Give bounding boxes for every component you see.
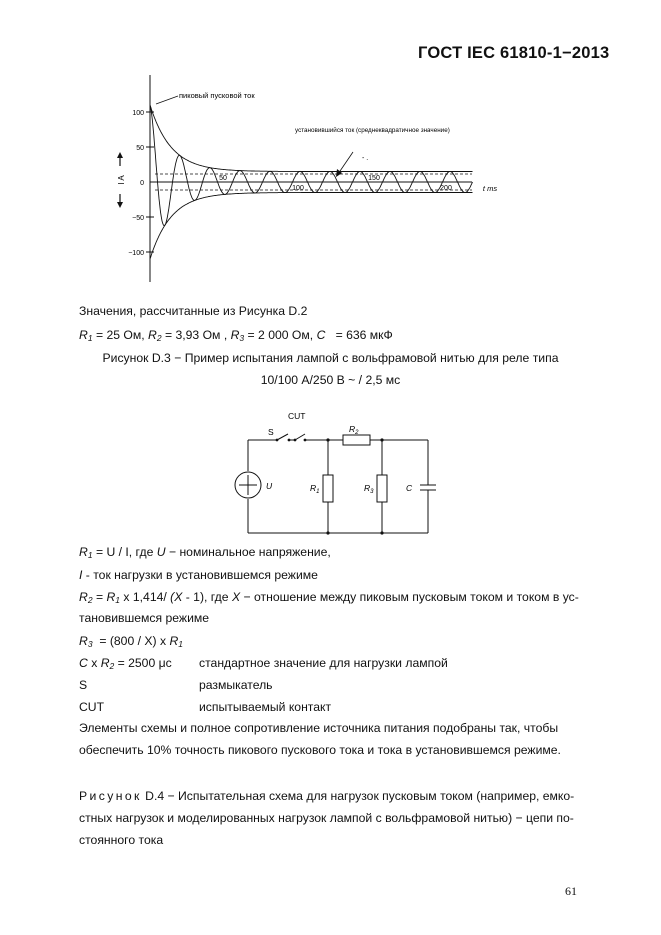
legend-desc-c-r2: стандартное значение для нагрузки лампой: [199, 656, 448, 670]
label-s: S: [268, 427, 274, 437]
legend-term-s: S: [79, 678, 88, 692]
legend-desc-s: размыкатель: [199, 678, 273, 692]
figure-d4-caption-line2: стных нагрузок и моделированных нагрузок лампой с вольфрамовой нитью) − цепи по-: [79, 811, 574, 825]
steady-leader-arrow: [336, 169, 342, 177]
y-tick-label-minus50: −50: [132, 215, 144, 222]
steady-leader: [338, 152, 353, 174]
note-line1: Элементы схемы и полное сопротивление источника питания подобраны так, чтобы: [79, 721, 559, 735]
definition-r1: R1 = U / I, где U − номинальное напряжение,: [79, 545, 331, 560]
standard-header: ГОСТ IEC 61810-1−2013: [418, 44, 610, 62]
peak-current-annotation: пиковый пусковой ток: [179, 91, 255, 100]
figure-d3-caption-line1: Рисунок D.3 − Пример испытания лампой с вольфрамовой нитью для реле типа: [102, 351, 559, 365]
lower-envelope: [150, 193, 473, 260]
y-tick-label-0: 0: [140, 180, 144, 187]
x-tick-label-100: 100: [292, 185, 304, 192]
y-tick-label-minus100: −100: [128, 250, 144, 257]
x-axis-label: t ms: [482, 184, 498, 193]
x-tick-label-200: 200: [440, 185, 452, 192]
x-tick-label-150: 150: [368, 175, 380, 182]
y-tick-label-100: 100: [132, 110, 144, 117]
legend-desc-cut: испытываемый контакт: [199, 700, 332, 714]
upper-envelope: [150, 105, 473, 172]
definition-r2: R2 = R1 x 1,414/ (X - 1), где X − отношение между пиковым пусковым током и током в ус-: [79, 590, 579, 605]
peak-leader: [156, 96, 178, 104]
steady-current-annotation: установившийся ток (среднеквадратичное значение): [295, 127, 450, 134]
cut-contact: [295, 434, 305, 440]
resistor-r3: [377, 475, 387, 502]
source-note: Значения, рассчитанные из Рисунка D.2: [79, 304, 308, 318]
label-u: U: [266, 481, 273, 491]
resistor-r1: [323, 475, 333, 502]
test-circuit-diagram: [225, 405, 445, 537]
y-axis-label: [117, 152, 126, 208]
figure-d4-caption-line1: Рисунок D.4 − Испытательная схема для нагрузок пусковым током (например, емко-: [79, 789, 575, 803]
definition-r2-continued: тановившемся режиме: [79, 611, 210, 625]
definition-i: I - ток нагрузки в установившемся режиме: [79, 568, 318, 582]
label-cut: CUT: [288, 411, 306, 421]
label-r2: $R_2$: [349, 424, 359, 436]
legend-term-cut: CUT: [79, 700, 105, 714]
steady-marker: - .: [362, 155, 369, 162]
svg-text:I A: I A: [117, 175, 126, 185]
label-r3: $R_3$: [364, 483, 374, 495]
parameters-line: R1 = 25 Ом, R2 = 3,93 Ом , R3 = 2 000 Ом, C = 636 мкФ: [79, 328, 393, 343]
label-r1: $R_1$: [310, 483, 320, 495]
y-tick-label-50: 50: [136, 145, 144, 152]
inrush-current-chart: [100, 70, 520, 290]
resistor-r2: [343, 435, 370, 445]
note-line2: обеспечить 10% точность пикового пускового тока и тока в установившемся режиме.: [79, 743, 561, 757]
legend-term-c-r2: C x R2 = 2500 μс: [79, 656, 172, 671]
definition-r3: R3 = (800 / X) x R1: [79, 634, 183, 649]
current-waveform: [150, 105, 473, 226]
figure-d3-caption-line2: 10/100 А/250 В ~ / 2,5 мс: [260, 373, 401, 387]
page-number: 61: [565, 884, 577, 898]
figure-d4-caption-line3: стоянного тока: [79, 833, 164, 847]
switch-s: [277, 434, 288, 440]
x-tick-label-50: 50: [219, 175, 227, 182]
label-c: C: [406, 483, 413, 493]
